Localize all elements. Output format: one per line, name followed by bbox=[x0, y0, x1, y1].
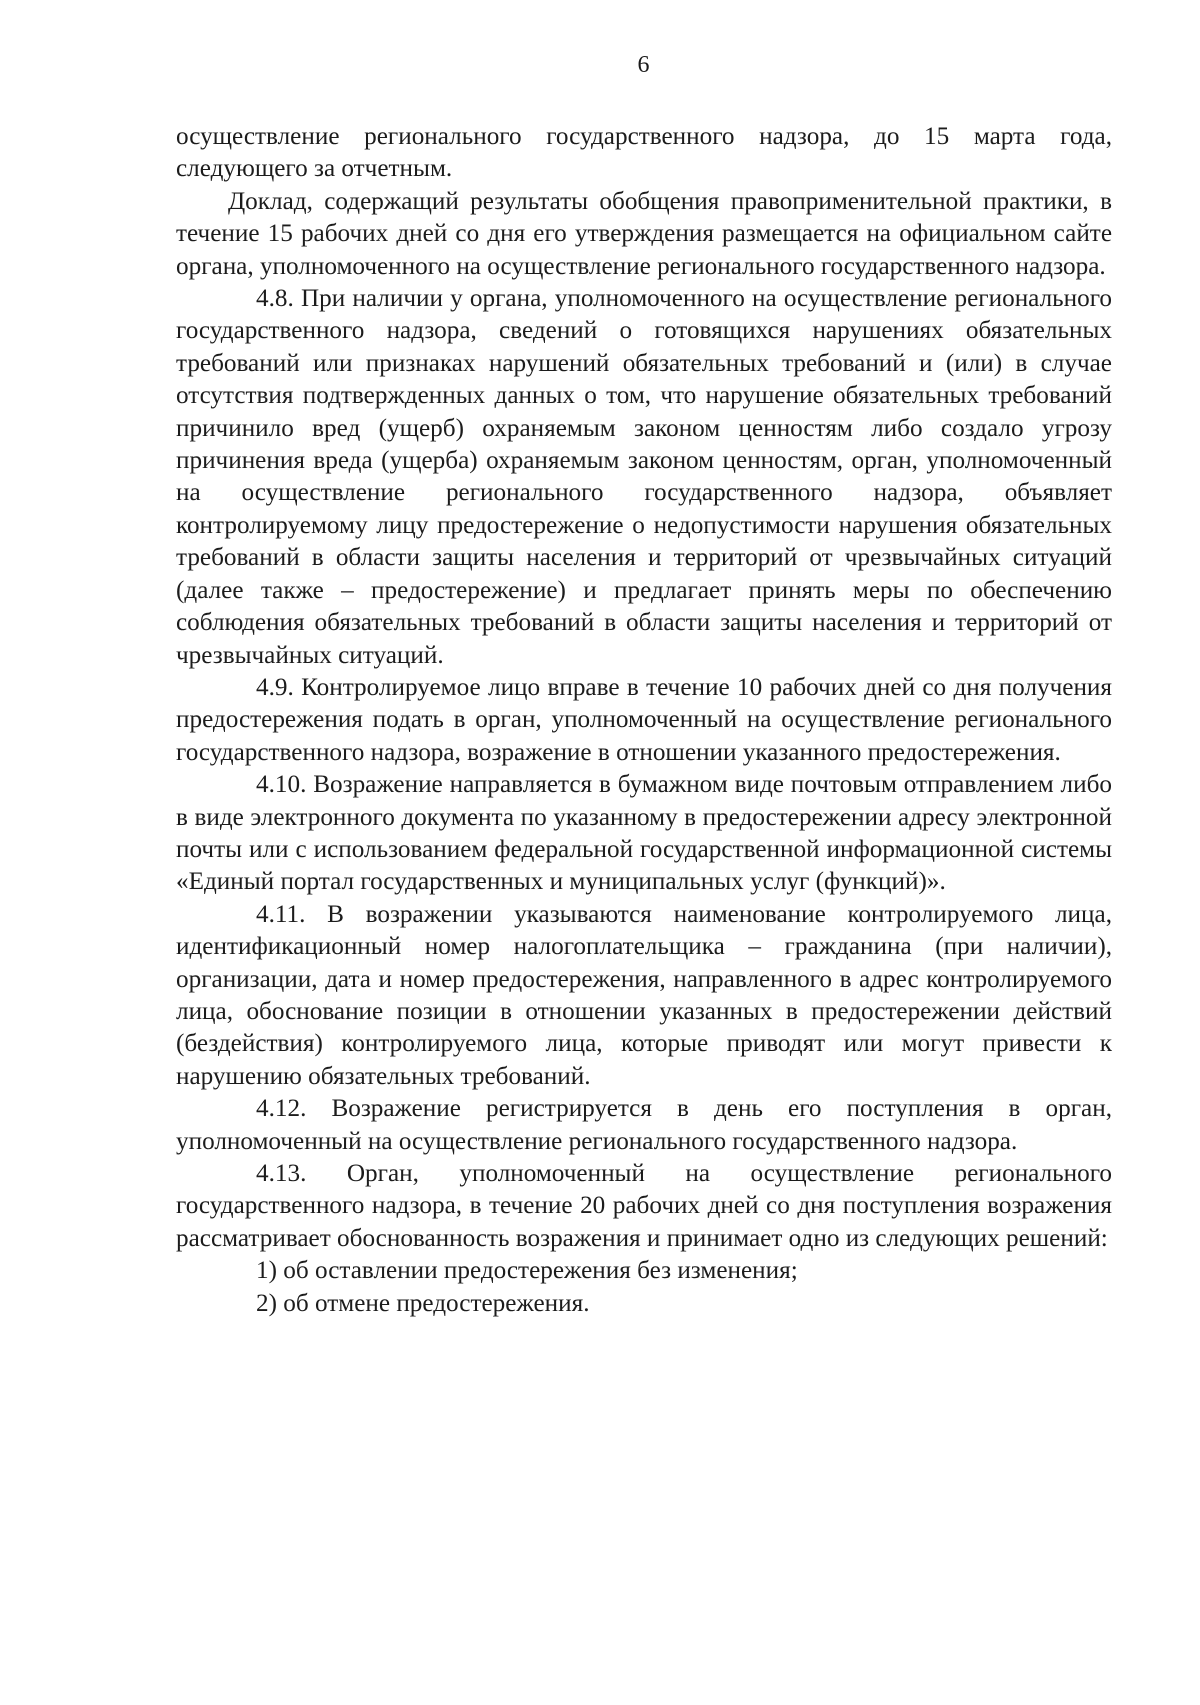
paragraph-4-13: 4.13. Орган, уполномоченный на осуществление регионального государственного надзора, в течение 20 рабочих дней со дня поступления возражения рассматривает обоснованность возражения и принимает одно из следующих решений: bbox=[176, 1160, 1112, 1252]
paragraph-4-12: 4.12. Возражение регистрируется в день его поступления в орган, уполномоченный на осуществление регионального государственного надзора. bbox=[176, 1095, 1112, 1155]
paragraph-report: Доклад, содержащий результаты обобщения правоприменительной практики, в течение 15 рабочих дней со дня его утверждения размещается на официальном сайте органа, уполномоченного на осуществление регионального государственного надзора. bbox=[176, 187, 1112, 280]
list-item-2: 2) об отмене предостережения. bbox=[256, 1289, 590, 1317]
paragraph-4-8: 4.8. При наличии у органа, уполномоченного на осуществление регионального государственного надзора, сведений о готовящихся нарушениях обязательных требований или признаках нарушений обязательных требований и (или) в случае отсутствия подтвержденных данных о том, что нарушение обязательных требований причинило вред (ущерб) охраняемым законом ценностям либо создало угрозу причинения вреда (ущерба) охраняемым законом ценностям, орган, уполномоченный на осуществление регионального государственного надзора, объявляет контролируемому лицу предостережение о недопустимости нарушения обязательных требований в области защиты населения и территорий от чрезвычайных ситуаций (далее также – предостережение) и предлагает принять меры по обеспечению соблюдения обязательных требований в области защиты населения и территорий от чрезвычайных ситуаций. bbox=[176, 285, 1112, 669]
list-item-1: 1) об оставлении предостережения без изменения; bbox=[256, 1257, 798, 1285]
paragraph-4-10: 4.10. Возражение направляется в бумажном виде почтовым отправлением либо в виде электронного документа по указанному в предостережении адресу электронной почты или с использованием федеральной государственной информационной системы «Единый портал государственных и муниципальных услуг (функций)». bbox=[176, 771, 1112, 896]
page-number: 6 bbox=[637, 52, 650, 78]
paragraph-continuation: осуществление регионального государственного надзора, до 15 марта года, следующего за отчетным. bbox=[176, 123, 1112, 183]
paragraph-4-11: 4.11. В возражении указываются наименование контролируемого лица, идентификационный номер налогоплательщика – гражданина (при наличии), организации, дата и номер предостережения, направленного в адрес контролируемого лица, обоснование позиции в отношении указанных в предостережении действий (бездействия) контролируемого лица, которые приводят или могут привести к нарушению обязательных требований. bbox=[176, 900, 1112, 1090]
document-body bbox=[176, 121, 1112, 1320]
paragraph-4-9: 4.9. Контролируемое лицо вправе в течение 10 рабочих дней со дня получения предостережения подать в орган, уполномоченный на осуществление регионального государственного надзора, возражение в отношении указанного предостережения. bbox=[176, 673, 1112, 766]
